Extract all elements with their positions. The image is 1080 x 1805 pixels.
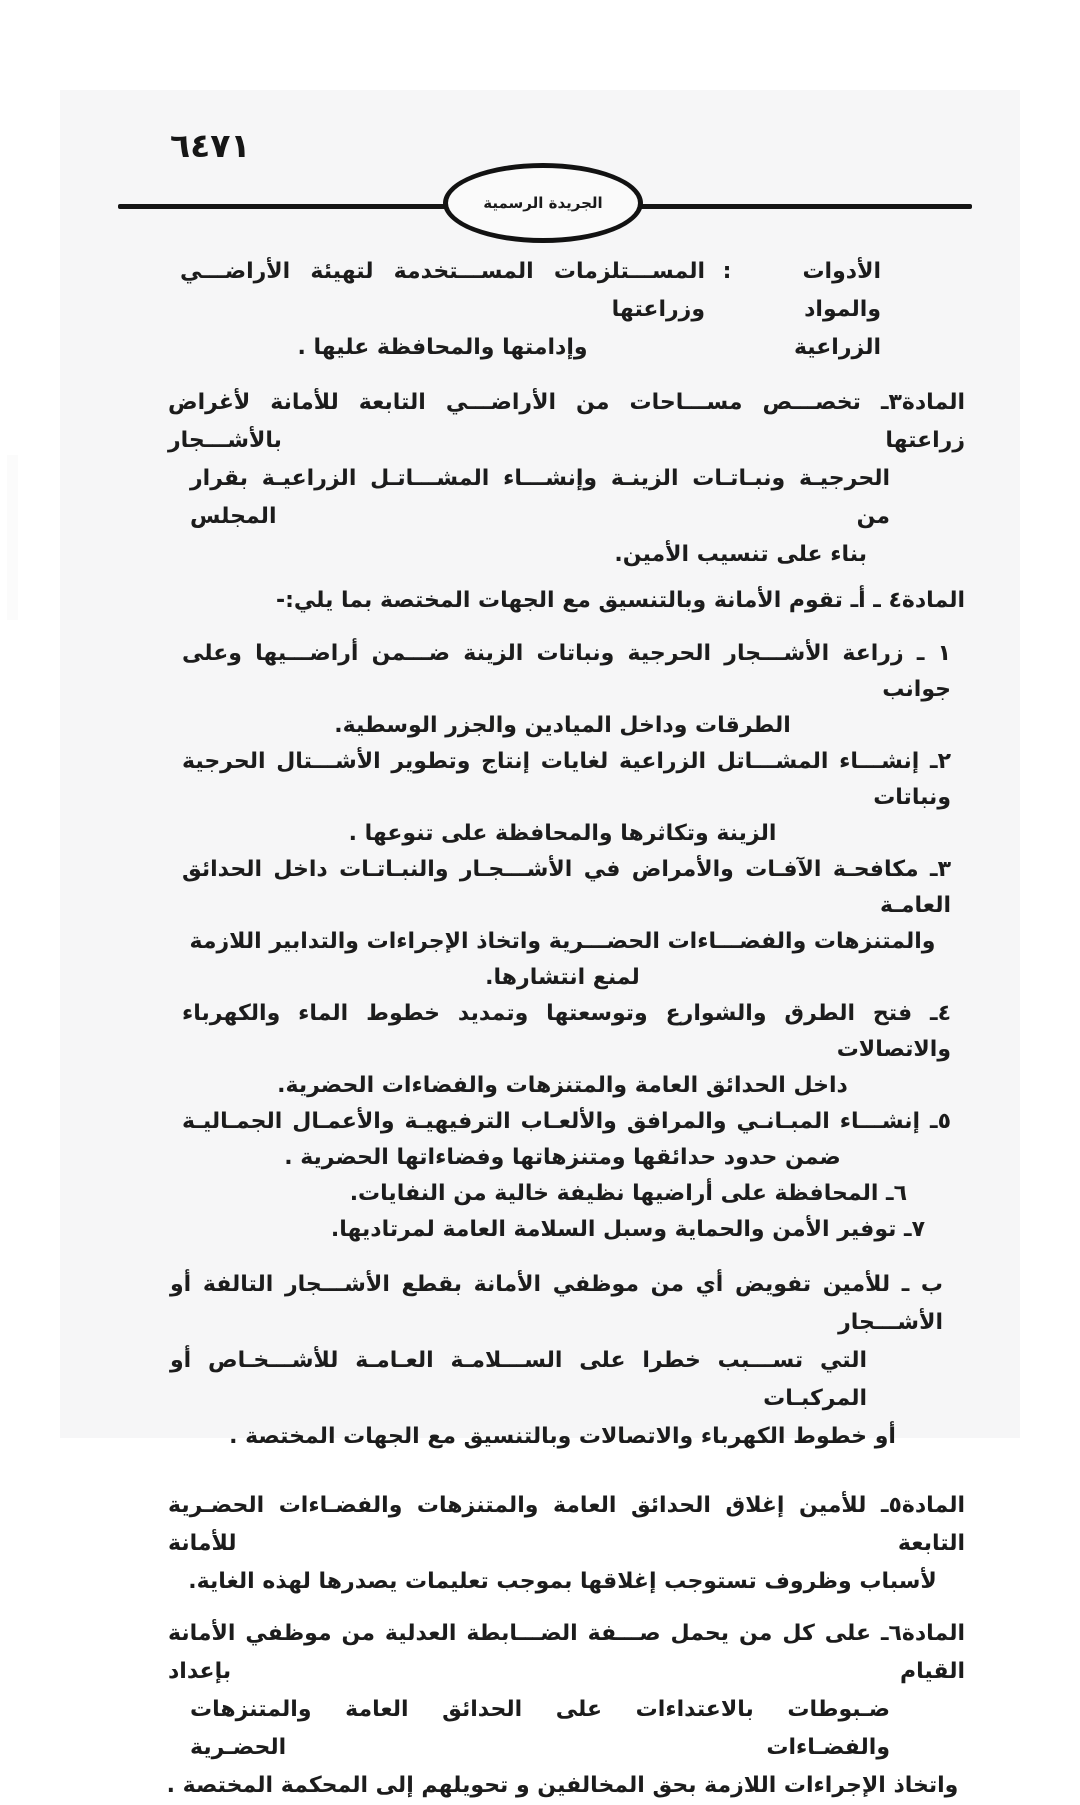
gazette-title: الجريدة الرسمية [483,194,603,212]
text-line: ١ ـ زراعة الأشـــجار الحرجية ونباتات الزينة ضـــمن أراضـــيها وعلى جوانب [182,641,951,702]
text-line: واتخاذ الإجراءات اللازمة بحق المخالفين و تحويلهم إلى المحكمة المختصة . [166,1773,959,1798]
list-item [160,1212,965,1248]
text-line: ضمن حدود حدائقها ومتنزهاتها وفضاءاتها الحضرية . [284,1145,841,1170]
scan-artifact [7,455,18,620]
list-item [160,996,965,1104]
definition-term-line: الزراعية [793,335,881,360]
list-item [160,1176,965,1212]
page-number: ٦٤٧١ [170,126,251,165]
text-line: ٤ـ فتح الطرق والشوارع وتوسعتها وتمديد خطوط الماء والكهرباء والاتصالات [182,1001,951,1062]
definition-term-line: الأدوات والمواد [802,259,881,322]
definition-term [749,253,881,367]
definition-text [180,253,705,367]
text-line: لمنع انتشارها. [485,965,640,990]
text-line: الطرقات وداخل الميادين والجزر الوسطية. [334,713,791,738]
document-page [60,90,1020,1798]
text-line: والمتنزهات والفضـــاءات الحضـــرية واتخاذ الإجراءات والتدابير اللازمة [189,929,936,954]
text-line: المادة٦ـ على كل من يحمل صـــفة الضـــابطة العدلية من موظفي الأمانة القيام بإعداد [168,1621,965,1684]
article-6 [160,1615,965,1805]
text-line: ٣ـ مكافحـة الآفـات والأمراض في الأشـــجـار والنبـاتـات داخل الحدائق العامـة [182,857,951,918]
text-line: لأسباب وظروف تستوجب إغلاقها بموجب تعليمات يصدرها لهذه الغاية. [188,1569,937,1594]
text-line: داخل الحدائق العامة والمتنزهات والفضاءات الحضرية. [277,1073,848,1098]
text-line: المادة٥ـ للأمين إغلاق الحدائق العامة والمتنزهات والفضـاءات الحضـرية التابعة للأمانة [168,1493,965,1556]
definition-row [180,253,881,367]
text-line: التي تســـبب خطرا على الســـلامـة العـامـة للأشـــخـاص أو المركبـات [170,1348,867,1411]
text-line: ٧ـ توفير الأمن والحماية وسبل السلامة العامة لمرتاديها. [330,1217,925,1242]
text-line: ضـبوطات بالاعتداءات على الحدائق العامة والمتنزهات والفضـاءات الحضـرية [190,1697,890,1760]
article-4-items [160,636,965,1248]
gazette-oval-stamp [443,163,643,243]
text-line: ٥ـ إنشـــاء المبـانـي والمرافق والألعـاب الترفيهيـة والأعمـال الجمـاليـة [182,1109,951,1134]
list-item [160,852,965,996]
list-item [160,744,965,852]
text-line: أو خطوط الكهرباء والاتصالات وبالتنسيق مع الجهات المختصة . [229,1424,896,1449]
definition-separator: : [722,259,732,284]
text-line: ٦ـ المحافظة على أراضيها نظيفة خالية من النفايات. [349,1181,907,1206]
text-line: المادة٣ـ تخصـــص مســـاحات من الأراضـــي التابعة للأمانة لأغراض زراعتها بالأشـــجار [168,390,965,453]
list-item [160,636,965,744]
document-content [160,253,965,1805]
text-line: ب ـ للأمين تفويض أي من موظفي الأمانة بقطع الأشـــجار التالفة أو الأشـــجار [170,1272,943,1335]
article-5 [160,1487,965,1601]
article-4-intro: المادة٤ ـ أـ تقوم الأمانة وبالتنسيق مع الجهات المختصة بما يلي:- [275,588,965,613]
text-line: المســـتلزمات المســـتخدمة لتهيئة الأراضـــي وزراعتها [180,259,705,322]
article-3 [160,384,965,574]
list-item [160,1104,965,1176]
text-line: بناء على تنسيب الأمين. [614,542,867,567]
article-4-clause-b [160,1266,965,1456]
text-line: الزينة وتكاثرها والمحافظة على تنوعها . [348,821,777,846]
text-line: ٢ـ إنشـــاء المشـــاتل الزراعية لغايات إنتاج وتطوير الأشـــتال الحرجية ونباتات [182,749,951,810]
text-line: وإدامتها والمحافظة عليها . [297,335,588,360]
text-line: الحرجيـة ونبـاتـات الزينـة وإنشـــاء المشـــاتـل الزراعيـة بقرار من المجلس [190,466,890,529]
